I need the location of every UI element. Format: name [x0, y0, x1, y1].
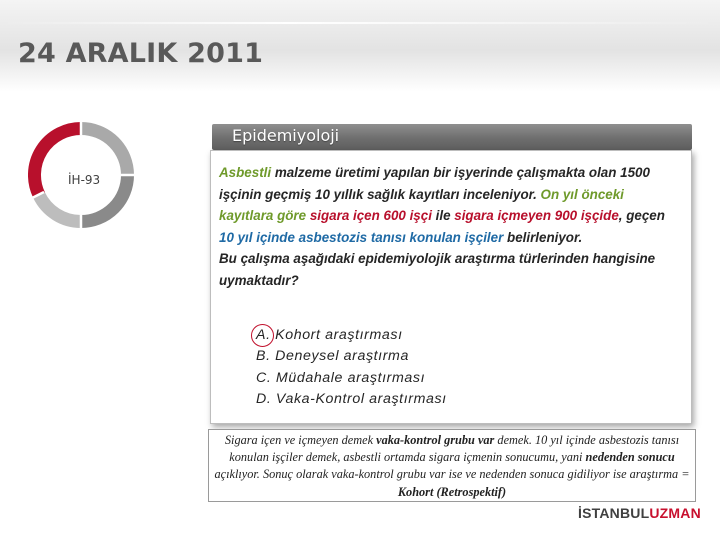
- brand-part-2: UZMAN: [649, 505, 701, 521]
- question-segment: 10 yıl içinde asbestozis tanısı konulan işçiler: [219, 229, 504, 245]
- brand-part-1: İSTANBUL: [578, 505, 650, 521]
- option-c[interactable]: [256, 368, 556, 389]
- question-segment: belirleniyor.: [503, 229, 583, 245]
- question-segment: Bu çalışma aşağıdaki epidemiyolojik araştırma türlerinden hangisine uymaktadır?: [219, 251, 656, 288]
- explanation-emphasis: vaka-kontrol grubu var: [376, 433, 495, 447]
- question-segment: ile: [431, 208, 455, 224]
- option-a[interactable]: [256, 325, 556, 346]
- option-d[interactable]: [256, 389, 556, 410]
- question-segment: sigara içmeyen 900 işçide: [454, 208, 619, 224]
- question-segment: Asbestli: [219, 165, 272, 180]
- explanation-segment: açıklıyor. Sonuç olarak vaka-kontrol grubu var ise ve nedenden sonuca gidiliyor ise araştırma =: [214, 467, 690, 482]
- section-header: [212, 124, 692, 150]
- question-code: İH-93: [68, 173, 101, 187]
- option-label: C. Müdahale araştırması: [256, 369, 426, 386]
- explanation-box: [208, 429, 696, 502]
- explanation-segment: Sigara içen ve içmeyen demek: [224, 433, 377, 447]
- answer-options: [256, 325, 556, 411]
- question-segment: sigara içen 600 işçi: [309, 208, 432, 224]
- option-label: D. Vaka-Kontrol araştırması: [256, 391, 447, 408]
- brand-logo: [578, 505, 701, 521]
- section-title: Epidemiyoloji: [232, 126, 340, 145]
- question-segment: , geçen: [618, 208, 665, 224]
- question-segment: On yıl önceki kayıtlara göre: [219, 186, 624, 224]
- question-text: [219, 162, 681, 292]
- option-label: B. Deneysel araştırma: [256, 348, 409, 365]
- page-title: 24 ARALIK 2011: [18, 38, 264, 69]
- explanation-segment: demek. 10 yıl içinde asbestozis tanısı konulan işçiler demek, asbestli ortamda sigara içmenin sonucumu, yani: [229, 433, 680, 465]
- option-label: A. Kohort araştırması: [256, 327, 403, 343]
- explanation-emphasis: Kohort (Retrospektif): [397, 484, 507, 499]
- explanation-emphasis: nedenden sonucu: [585, 450, 675, 465]
- option-b[interactable]: [256, 346, 556, 367]
- answer-circle-icon: [251, 324, 274, 347]
- question-segment: malzeme üretimi yapılan bir işyerinde çalışmakta olan 1500 işçinin geçmiş 10 yıllık sağlık kayıtları inceleniyor.: [219, 165, 650, 202]
- question-card: [210, 150, 692, 424]
